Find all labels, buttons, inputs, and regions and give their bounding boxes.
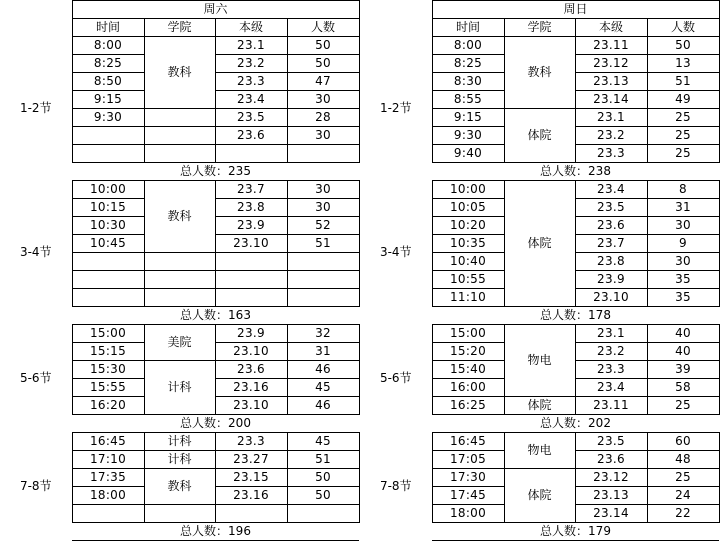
count-cell bbox=[287, 289, 359, 307]
grade-cell: 23.6 bbox=[215, 127, 287, 145]
college-cell bbox=[144, 505, 215, 523]
time-cell: 9:30 bbox=[72, 109, 144, 127]
time-cell: 17:10 bbox=[72, 451, 144, 469]
count-cell: 25 bbox=[647, 109, 719, 127]
time-cell: 17:35 bbox=[72, 469, 144, 487]
time-cell: 8:00 bbox=[72, 37, 144, 55]
count-cell: 50 bbox=[287, 487, 359, 505]
grade-cell bbox=[215, 253, 287, 271]
column-header-grade: 本级 bbox=[575, 19, 647, 37]
table-row bbox=[0, 181, 359, 199]
grade-cell: 23.6 bbox=[575, 217, 647, 235]
total-count: 总人数：202 bbox=[432, 415, 719, 433]
grade-cell: 23.3 bbox=[575, 361, 647, 379]
grade-cell: 23.8 bbox=[215, 199, 287, 217]
count-cell: 30 bbox=[287, 199, 359, 217]
count-cell: 32 bbox=[287, 325, 359, 343]
count-cell: 51 bbox=[647, 73, 719, 91]
time-cell: 15:00 bbox=[72, 325, 144, 343]
time-cell: 8:25 bbox=[72, 55, 144, 73]
total-count: 总人数：163 bbox=[72, 307, 359, 325]
count-cell: 50 bbox=[647, 37, 719, 55]
college-cell: 教科 bbox=[144, 181, 215, 253]
count-cell: 50 bbox=[287, 55, 359, 73]
count-cell: 48 bbox=[647, 451, 719, 469]
time-cell: 15:20 bbox=[432, 343, 504, 361]
count-cell: 31 bbox=[287, 343, 359, 361]
total-count: 总人数：200 bbox=[72, 415, 359, 433]
count-cell: 13 bbox=[647, 55, 719, 73]
time-cell: 10:40 bbox=[432, 253, 504, 271]
count-cell: 45 bbox=[287, 433, 359, 451]
grade-cell: 23.3 bbox=[575, 145, 647, 163]
grade-cell: 23.2 bbox=[575, 343, 647, 361]
grade-cell: 23.14 bbox=[575, 505, 647, 523]
table-row bbox=[360, 181, 719, 199]
time-cell bbox=[72, 253, 144, 271]
college-cell: 计科 bbox=[144, 361, 215, 415]
grade-cell: 23.4 bbox=[215, 91, 287, 109]
college-cell: 教科 bbox=[504, 37, 575, 109]
count-cell: 39 bbox=[647, 361, 719, 379]
time-cell: 15:40 bbox=[432, 361, 504, 379]
college-cell: 物电 bbox=[504, 325, 575, 397]
count-cell: 25 bbox=[647, 145, 719, 163]
time-cell: 9:40 bbox=[432, 145, 504, 163]
column-header-time: 时间 bbox=[432, 19, 504, 37]
grade-cell: 23.12 bbox=[575, 469, 647, 487]
grade-cell: 23.16 bbox=[215, 487, 287, 505]
grade-cell bbox=[215, 145, 287, 163]
slot-label: 5-6节 bbox=[19, 371, 52, 385]
grade-cell: 23.9 bbox=[215, 325, 287, 343]
slot-label: 3-4节 bbox=[379, 245, 412, 259]
count-cell: 8 bbox=[647, 181, 719, 199]
count-cell: 50 bbox=[287, 469, 359, 487]
grade-cell: 23.13 bbox=[575, 73, 647, 91]
time-cell: 16:00 bbox=[432, 379, 504, 397]
count-cell: 49 bbox=[647, 91, 719, 109]
table-row bbox=[360, 433, 719, 451]
time-cell: 10:45 bbox=[72, 235, 144, 253]
time-cell: 9:30 bbox=[432, 127, 504, 145]
grade-cell bbox=[215, 289, 287, 307]
grade-cell: 23.5 bbox=[575, 433, 647, 451]
header-row bbox=[0, 19, 359, 37]
table-row bbox=[0, 37, 359, 55]
time-cell: 10:35 bbox=[432, 235, 504, 253]
time-cell: 17:05 bbox=[432, 451, 504, 469]
time-cell: 8:30 bbox=[432, 73, 504, 91]
count-cell: 22 bbox=[647, 505, 719, 523]
grade-cell: 23.3 bbox=[215, 73, 287, 91]
time-cell bbox=[72, 505, 144, 523]
count-cell: 25 bbox=[647, 127, 719, 145]
time-cell: 16:25 bbox=[432, 397, 504, 415]
college-cell: 美院 bbox=[144, 325, 215, 361]
slot-label: 5-6节 bbox=[379, 371, 412, 385]
time-cell bbox=[72, 271, 144, 289]
grade-cell: 23.7 bbox=[215, 181, 287, 199]
count-cell: 30 bbox=[287, 91, 359, 109]
grade-cell: 23.16 bbox=[215, 379, 287, 397]
time-cell: 11:10 bbox=[432, 289, 504, 307]
time-cell: 8:50 bbox=[72, 73, 144, 91]
slot-label: 7-8节 bbox=[19, 479, 52, 493]
grade-cell: 23.7 bbox=[575, 235, 647, 253]
grade-cell: 23.8 bbox=[575, 253, 647, 271]
day-title: 周日 bbox=[432, 1, 719, 19]
grade-cell: 23.10 bbox=[215, 343, 287, 361]
header-row bbox=[360, 19, 719, 37]
college-cell: 计科 bbox=[144, 451, 215, 469]
slot-cell bbox=[0, 1, 72, 19]
college-cell: 计科 bbox=[144, 433, 215, 451]
total-count: 总人数：238 bbox=[432, 163, 719, 181]
count-cell: 51 bbox=[287, 451, 359, 469]
grade-cell: 23.11 bbox=[575, 37, 647, 55]
slot-label: 1-2节 bbox=[19, 101, 52, 115]
time-cell bbox=[72, 289, 144, 307]
total-count: 总人数：196 bbox=[72, 523, 359, 541]
grade-cell bbox=[215, 505, 287, 523]
time-cell: 9:15 bbox=[72, 91, 144, 109]
college-cell: 教科 bbox=[144, 37, 215, 109]
count-cell: 40 bbox=[647, 343, 719, 361]
grade-cell: 23.5 bbox=[215, 109, 287, 127]
day-title: 周六 bbox=[72, 1, 359, 19]
column-header-count: 人数 bbox=[287, 19, 359, 37]
grade-cell: 23.12 bbox=[575, 55, 647, 73]
college-cell bbox=[144, 271, 215, 289]
time-cell: 15:30 bbox=[72, 361, 144, 379]
grade-cell: 23.1 bbox=[575, 325, 647, 343]
time-cell: 10:20 bbox=[432, 217, 504, 235]
grade-cell: 23.13 bbox=[575, 487, 647, 505]
college-cell: 体院 bbox=[504, 181, 575, 307]
time-cell: 15:15 bbox=[72, 343, 144, 361]
time-cell: 10:00 bbox=[432, 181, 504, 199]
day-title-row bbox=[0, 1, 359, 19]
count-cell: 25 bbox=[647, 397, 719, 415]
grade-cell: 23.10 bbox=[575, 289, 647, 307]
grade-cell: 23.4 bbox=[575, 181, 647, 199]
grade-cell bbox=[215, 271, 287, 289]
count-cell bbox=[287, 253, 359, 271]
grade-cell: 23.9 bbox=[575, 271, 647, 289]
total-count: 总人数：178 bbox=[432, 307, 719, 325]
total-count: 总人数：179 bbox=[432, 523, 719, 541]
column-header-grade: 本级 bbox=[215, 19, 287, 37]
saturday-schedule-table bbox=[0, 0, 360, 541]
time-cell: 17:45 bbox=[432, 487, 504, 505]
time-cell: 8:25 bbox=[432, 55, 504, 73]
slot-cell bbox=[360, 19, 432, 37]
count-cell: 58 bbox=[647, 379, 719, 397]
college-cell: 物电 bbox=[504, 433, 575, 469]
count-cell: 46 bbox=[287, 361, 359, 379]
slot-label: 1-2节 bbox=[379, 101, 412, 115]
time-cell: 8:00 bbox=[432, 37, 504, 55]
college-cell: 教科 bbox=[144, 469, 215, 505]
count-cell: 31 bbox=[647, 199, 719, 217]
count-cell: 28 bbox=[287, 109, 359, 127]
grade-cell: 23.10 bbox=[215, 397, 287, 415]
college-cell bbox=[144, 109, 215, 127]
college-cell bbox=[144, 289, 215, 307]
count-cell bbox=[287, 271, 359, 289]
time-cell: 10:05 bbox=[432, 199, 504, 217]
time-cell: 18:00 bbox=[72, 487, 144, 505]
college-cell: 体院 bbox=[504, 469, 575, 523]
time-cell: 16:45 bbox=[432, 433, 504, 451]
count-cell: 51 bbox=[287, 235, 359, 253]
slot-cell bbox=[0, 19, 72, 37]
count-cell: 40 bbox=[647, 325, 719, 343]
grade-cell: 23.4 bbox=[575, 379, 647, 397]
time-cell: 16:45 bbox=[72, 433, 144, 451]
grade-cell: 23.11 bbox=[575, 397, 647, 415]
grade-cell: 23.6 bbox=[215, 361, 287, 379]
grade-cell: 23.6 bbox=[575, 451, 647, 469]
sunday-schedule-table bbox=[360, 0, 720, 541]
grade-cell: 23.1 bbox=[215, 37, 287, 55]
time-cell: 16:20 bbox=[72, 397, 144, 415]
time-cell: 15:55 bbox=[72, 379, 144, 397]
time-cell: 10:30 bbox=[72, 217, 144, 235]
slot-label: 7-8节 bbox=[379, 479, 412, 493]
count-cell: 24 bbox=[647, 487, 719, 505]
grade-cell: 23.2 bbox=[575, 127, 647, 145]
count-cell: 47 bbox=[287, 73, 359, 91]
grade-cell: 23.5 bbox=[575, 199, 647, 217]
table-row bbox=[0, 433, 359, 451]
table-row bbox=[360, 325, 719, 343]
count-cell: 45 bbox=[287, 379, 359, 397]
count-cell: 46 bbox=[287, 397, 359, 415]
grade-cell: 23.3 bbox=[215, 433, 287, 451]
count-cell: 52 bbox=[287, 217, 359, 235]
time-cell: 15:00 bbox=[432, 325, 504, 343]
college-cell bbox=[144, 145, 215, 163]
count-cell: 30 bbox=[287, 127, 359, 145]
count-cell: 35 bbox=[647, 271, 719, 289]
column-header-time: 时间 bbox=[72, 19, 144, 37]
time-cell: 8:55 bbox=[432, 91, 504, 109]
count-cell: 30 bbox=[647, 217, 719, 235]
column-header-count: 人数 bbox=[647, 19, 719, 37]
grade-cell: 23.14 bbox=[575, 91, 647, 109]
count-cell: 50 bbox=[287, 37, 359, 55]
time-cell: 9:15 bbox=[432, 109, 504, 127]
total-count: 总人数：235 bbox=[72, 163, 359, 181]
count-cell bbox=[287, 505, 359, 523]
grade-cell: 23.2 bbox=[215, 55, 287, 73]
grade-cell: 23.15 bbox=[215, 469, 287, 487]
time-cell bbox=[72, 145, 144, 163]
time-cell: 10:00 bbox=[72, 181, 144, 199]
time-cell: 10:15 bbox=[72, 199, 144, 217]
college-cell: 体院 bbox=[504, 397, 575, 415]
slot-cell bbox=[360, 1, 432, 19]
count-cell: 30 bbox=[647, 253, 719, 271]
count-cell: 30 bbox=[287, 181, 359, 199]
count-cell: 60 bbox=[647, 433, 719, 451]
grade-cell: 23.9 bbox=[215, 217, 287, 235]
time-cell: 10:55 bbox=[432, 271, 504, 289]
table-row bbox=[360, 37, 719, 55]
slot-label: 3-4节 bbox=[19, 245, 52, 259]
column-header-college: 学院 bbox=[144, 19, 215, 37]
count-cell: 25 bbox=[647, 469, 719, 487]
college-cell: 体院 bbox=[504, 109, 575, 163]
count-cell: 35 bbox=[647, 289, 719, 307]
grade-cell: 23.10 bbox=[215, 235, 287, 253]
table-row bbox=[0, 325, 359, 343]
college-cell bbox=[144, 253, 215, 271]
column-header-college: 学院 bbox=[504, 19, 575, 37]
day-title-row bbox=[360, 1, 719, 19]
time-cell bbox=[72, 127, 144, 145]
grade-cell: 23.27 bbox=[215, 451, 287, 469]
count-cell bbox=[287, 145, 359, 163]
count-cell: 9 bbox=[647, 235, 719, 253]
grade-cell: 23.1 bbox=[575, 109, 647, 127]
time-cell: 18:00 bbox=[432, 505, 504, 523]
college-cell bbox=[144, 127, 215, 145]
time-cell: 17:30 bbox=[432, 469, 504, 487]
